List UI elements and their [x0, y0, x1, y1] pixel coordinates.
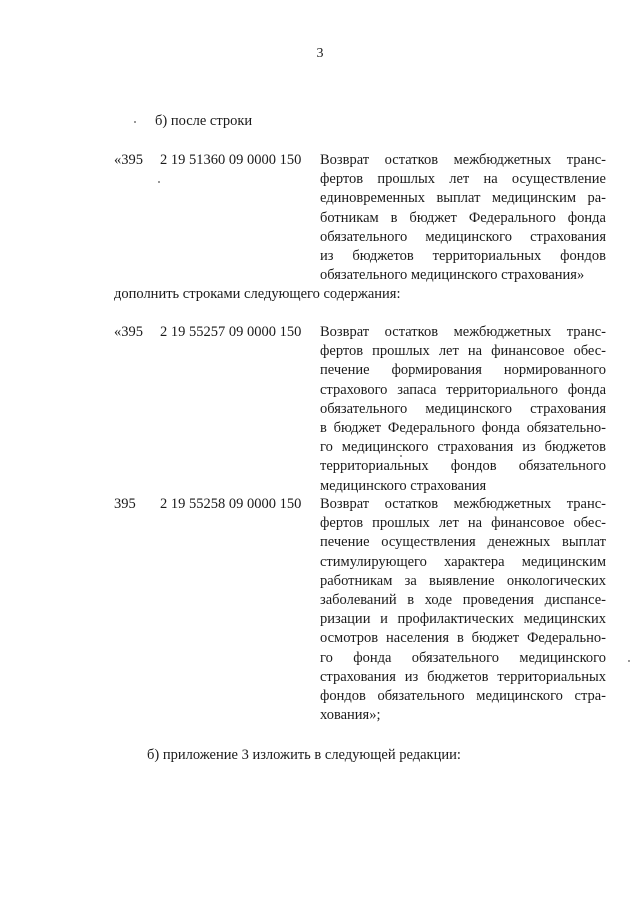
budget-classification-code: 2 19 51360 09 0000 150	[160, 152, 302, 168]
administrator-code: «395	[114, 324, 143, 340]
scan-speck	[628, 660, 630, 662]
description-line: печение осуществления денежных выплат	[320, 534, 606, 551]
paragraph-supplement: дополнить строками следующего содержания:	[114, 286, 401, 302]
paragraph-after-line: б) после строки	[155, 113, 253, 129]
description-line: осмотров населения в бюджет Федерально-	[320, 630, 606, 647]
row-description	[320, 151, 606, 285]
description-line: единовременных выплат медицинским ра-	[320, 190, 606, 207]
administrator-code: 395	[114, 496, 136, 512]
description-line: медицинского страхования	[320, 477, 487, 494]
scan-speck	[400, 455, 402, 457]
description-line: Возврат остатков межбюджетных транс-	[320, 496, 606, 512]
budget-classification-code: 2 19 55258 09 0000 150	[160, 496, 302, 512]
description-line: обязательного медицинского страхования	[320, 228, 606, 245]
scan-speck	[158, 181, 160, 183]
description-line: фертов прошлых лет на финансовое обес-	[320, 515, 606, 532]
description-line: Возврат остатков межбюджетных транс-	[320, 324, 606, 340]
description-line: хования»;	[320, 707, 381, 724]
scan-speck	[134, 121, 136, 123]
description-line: Возврат остатков межбюджетных транс-	[320, 152, 606, 168]
budget-classification-code: 2 19 55257 09 0000 150	[160, 324, 302, 340]
description-line: го фонда обязательного медицинского	[320, 649, 606, 666]
page-number: 3	[316, 46, 324, 61]
description-line: обязательного медицинского страхования	[320, 400, 606, 417]
description-line: печение формирования нормированного	[320, 362, 606, 379]
description-line: территориальных фондов обязательного	[320, 458, 606, 475]
description-line: работникам за выявление онкологических	[320, 572, 606, 589]
description-line: фондов обязательного медицинского стра-	[320, 688, 606, 705]
description-line: го медицинского страхования из бюджетов	[320, 439, 606, 456]
administrator-code: «395	[114, 152, 143, 168]
description-line: страхового запаса территориального фонда	[320, 381, 606, 398]
description-line: в бюджет Федерального фонда обязательно-	[320, 420, 606, 437]
description-line: ризации и профилактических медицинских	[320, 611, 606, 628]
description-line: ботникам в бюджет Федерального фонда	[320, 209, 606, 226]
description-line: заболеваний в ходе проведения диспансе-	[320, 592, 606, 609]
description-line: стимулирующего характера медицинским	[320, 553, 606, 570]
description-line: фертов прошлых лет на финансовое обес-	[320, 343, 606, 360]
paragraph-appendix: б) приложение 3 изложить в следующей редакции:	[147, 747, 461, 763]
row-description	[320, 323, 606, 496]
description-line: из бюджетов территориальных фондов	[320, 248, 606, 265]
description-line: фертов прошлых лет на осуществление	[320, 171, 606, 188]
description-line: страхования из бюджетов территориальных	[320, 668, 606, 685]
description-line: обязательного медицинского страхования»	[320, 267, 585, 284]
row-description	[320, 495, 606, 725]
